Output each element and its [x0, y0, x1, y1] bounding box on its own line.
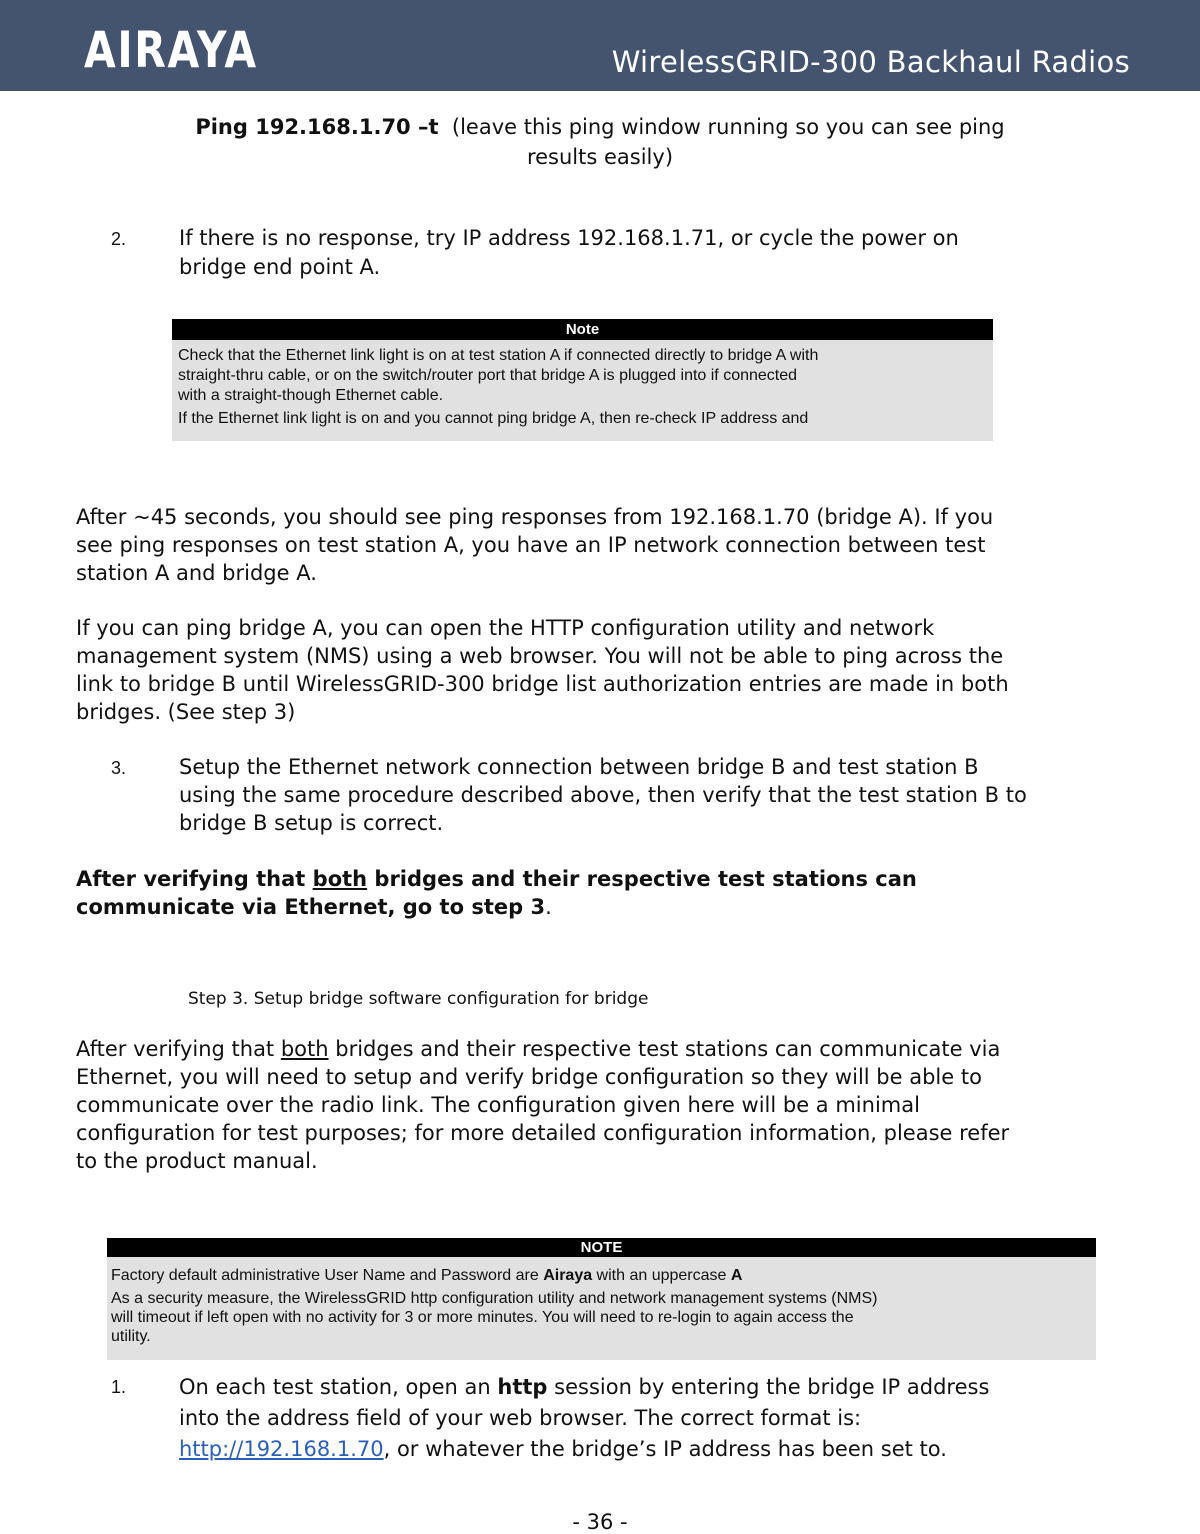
verify-bold-part2: bridges and their respective test stations can	[367, 867, 917, 891]
note2-row2-line3: utility.	[111, 1328, 151, 1345]
note2-row1-text: Factory default administrative User Name and Password are	[111, 1267, 544, 1284]
para2-line4: bridges. (See step 3)	[76, 700, 296, 724]
step3-line1: Setup the Ethernet network connection between bridge B and test station B	[179, 755, 979, 779]
note2-row2-line1: As a security measure, the WirelessGRID http configuration utility and network management systems (NMS)	[111, 1290, 878, 1307]
step2-line1: If there is no response, try IP address 192.168.1.71, or cycle the power on	[179, 226, 959, 250]
bridge-url-link[interactable]: http://192.168.1.70	[179, 1437, 384, 1461]
para3-line3: communicate over the radio link. The configuration given here will be a minimal	[76, 1093, 920, 1117]
note-row1-line1: Check that the Ethernet link light is on at test station A if connected directly to bridge A with	[178, 347, 819, 364]
note2-row2	[107, 1285, 1096, 1346]
paragraph-after-verifying	[76, 1035, 1126, 1175]
step1-line1-a: On each test station, open an	[179, 1375, 498, 1399]
ping-note-line1: (leave this ping window running so you can see ping	[451, 115, 1005, 139]
para3-part2: bridges and their respective test stations can communicate via	[328, 1037, 1001, 1061]
step1-line1-bold: http	[497, 1375, 548, 1399]
page-number: - 36 -	[572, 1510, 628, 1534]
step2-text	[179, 224, 959, 282]
step2-line2: bridge end point A.	[179, 255, 381, 279]
note-row1-line3: with a straight-though Ethernet cable.	[178, 387, 444, 404]
step3-number: 3.	[111, 758, 127, 778]
para1-line1: After ~45 seconds, you should see ping responses from 192.168.1.70 (bridge A). If you	[76, 505, 994, 529]
para2-line3: link to bridge B until WirelessGRID-300 bridge list authorization entries are made in both	[76, 672, 1009, 696]
step1-line1-b: session by entering the bridge IP address	[547, 1375, 990, 1399]
step1-line2: into the address field of your web browser. The correct format is:	[179, 1406, 862, 1430]
verify-bold-both: both	[312, 867, 368, 891]
page-header	[0, 0, 1200, 91]
note-row-1	[172, 340, 993, 406]
para3-part1: After verifying that	[76, 1037, 281, 1061]
note2-heading: NOTE	[107, 1238, 1096, 1257]
paragraph-http-config	[76, 614, 1126, 726]
note2-row1-mid: with an uppercase	[592, 1267, 731, 1284]
verify-bold-part1: After verifying that	[76, 867, 313, 891]
document-title: WirelessGRID-300 Backhaul Radios	[611, 45, 1130, 79]
step2-number: 2.	[111, 229, 127, 249]
note-box-ethernet	[172, 319, 993, 441]
verify-bold-line2: communicate via Ethernet, go to step 3	[76, 895, 546, 919]
para3-line2: Ethernet, you will need to setup and verify bridge configuration so they will be able to	[76, 1065, 982, 1089]
ping-note-line2: results easily)	[526, 145, 674, 169]
step3-text	[179, 753, 1027, 837]
step3-line2: using the same procedure described above, then verify that the test station B to	[179, 783, 1027, 807]
note2-row1	[107, 1257, 1096, 1285]
step3-heading: Step 3. Setup bridge software configuration for bridge	[188, 989, 649, 1009]
step1-text	[179, 1372, 989, 1465]
para1-line3: station A and bridge A.	[76, 561, 317, 585]
para3-line5: to the product manual.	[76, 1149, 318, 1173]
para3-line4: configuration for test purposes; for more detailed configuration information, please refer	[76, 1121, 1010, 1145]
paragraph-ping-responses	[76, 503, 1126, 587]
note-row1-line2: straight-thru cable, or on the switch/router port that bridge A is plugged into if connected	[178, 367, 798, 384]
note2-row2-line2: will timeout if left open with no activity for 3 or more minutes. You will need to re-login to again access the	[111, 1309, 854, 1326]
verify-bold-paragraph	[76, 865, 1126, 921]
note-heading: Note	[172, 319, 993, 340]
para2-line1: If you can ping bridge A, you can open the HTTP configuration utility and network	[76, 616, 935, 640]
step1-line3-rest: , or whatever the bridge’s IP address has been set to.	[383, 1437, 947, 1461]
note2-row1-bold1: Airaya	[543, 1267, 593, 1284]
ping-instruction	[80, 112, 1120, 172]
note2-row1-bold2: A	[730, 1267, 743, 1284]
ping-command: Ping 192.168.1.70 –t	[195, 115, 439, 139]
step3-line3: bridge B setup is correct.	[179, 811, 444, 835]
para3-both: both	[280, 1037, 329, 1061]
step1-number: 1.	[111, 1377, 127, 1397]
airaya-logo: AIRAYA	[84, 21, 258, 79]
note-row2: If the Ethernet link light is on and you cannot ping bridge A, then re-check IP address and	[178, 410, 809, 427]
note-box-credentials	[107, 1238, 1096, 1360]
para1-line2: see ping responses on test station A, you have an IP network connection between test	[76, 533, 986, 557]
para2-line2: management system (NMS) using a web browser. You will not be able to ping across the	[76, 644, 1004, 668]
verify-bold-period: .	[545, 895, 552, 919]
